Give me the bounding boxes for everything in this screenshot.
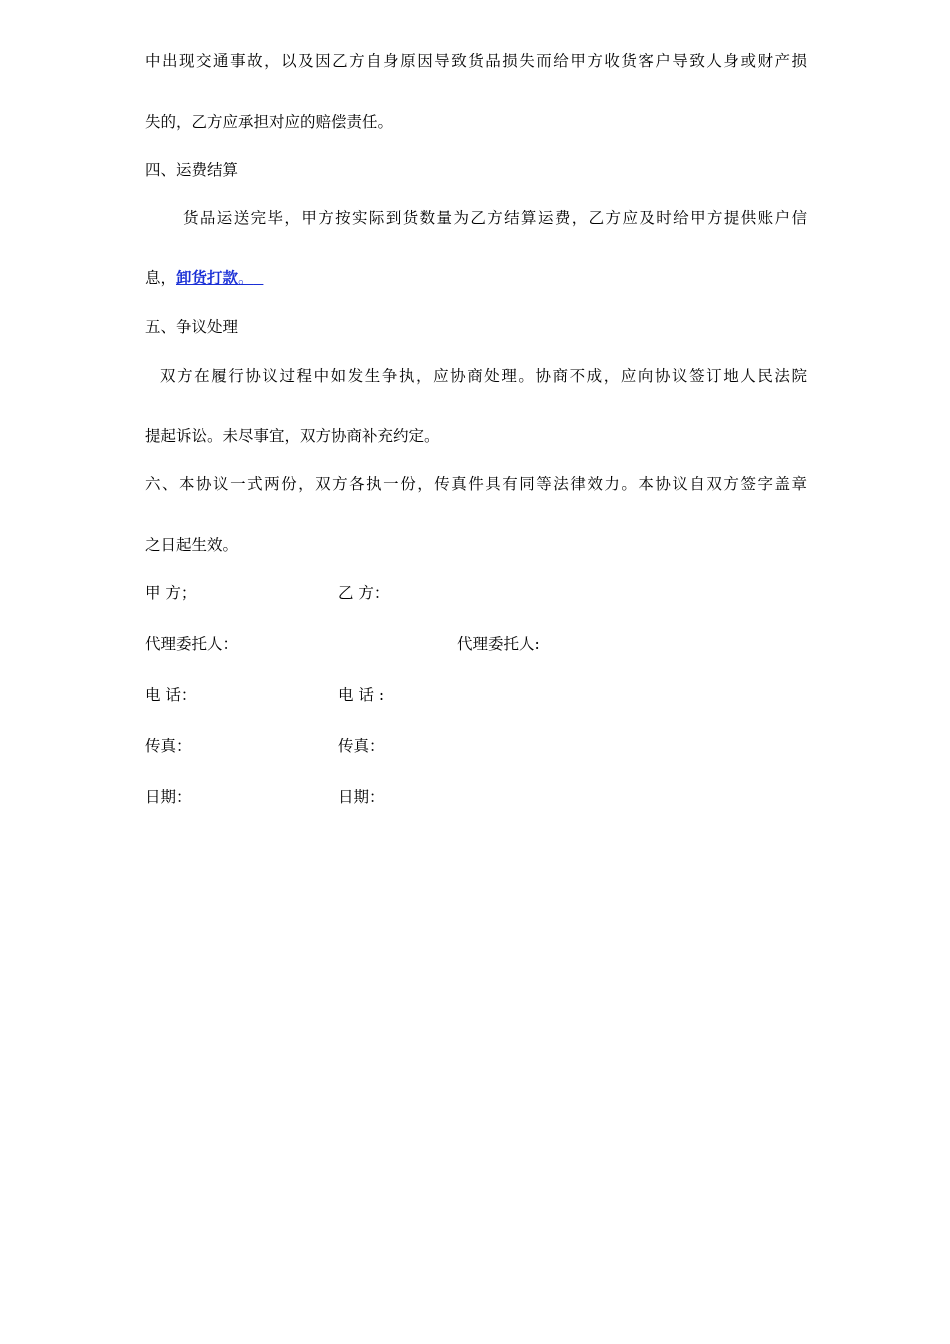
phone-b-label: 电 话 : [338,686,385,704]
section-4-heading: 四、运费结算 [145,161,239,179]
unload-payment-link-tail[interactable]: 。 [238,269,254,287]
section-5-heading: 五、争议处理 [145,318,239,336]
date-b-label: 日期： [338,788,385,806]
party-b-label: 乙 方： [338,584,390,602]
clause-3-text-line-1: 中出现交通事故，以及因乙方自身原因导致货品损失而给甲方收货客户导致人身或财产损 [145,52,807,70]
clause-5-text-line-1: 双方在履行协议过程中如发生争执，应协商处理。协商不成，应向协议签订地人民法院 [160,367,807,385]
agent-b-label: 代理委托人: [457,635,540,653]
clause-6-text-line-2: 之日起生效。 [145,536,239,554]
phone-a-label: 电 话： [145,686,197,704]
clause-6-text-line-1: 六、本协议一式两份，双方各执一份，传真件具有同等法律效力。本协议自双方签字盖章 [145,475,807,493]
clause-4-prefix: 息， [145,269,177,287]
unload-payment-link[interactable]: 卸货打款 [176,268,239,287]
clause-5-text-line-2: 提起诉讼。未尽事宜，双方协商补充约定。 [145,427,440,445]
link-underline-space [254,269,264,287]
fax-a-label: 传真： [145,737,192,755]
fax-b-label: 传真： [338,737,385,755]
date-a-label: 日期： [145,788,192,806]
clause-4-text-line-2 [145,268,807,288]
clause-3-text-line-2: 失的，乙方应承担对应的赔偿责任。 [145,113,394,131]
party-a-label: 甲 方； [145,584,197,602]
clause-4-text-line-1: 货品运送完毕，甲方按实际到货数量为乙方结算运费，乙方应及时给甲方提供账户信 [183,209,807,227]
agent-a-label: 代理委托人： [145,635,239,653]
